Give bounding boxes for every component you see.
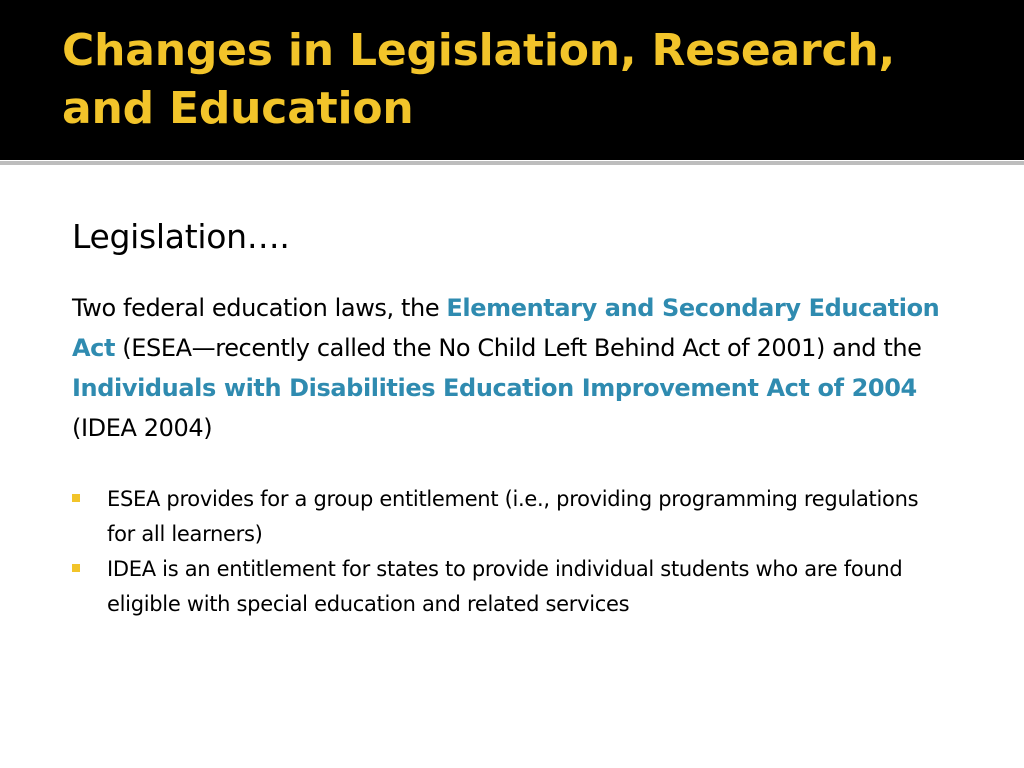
law-esea-name: Elementary and Secondary Education Act bbox=[72, 294, 940, 362]
square-bullet-icon bbox=[72, 494, 80, 502]
intro-text-3: (IDEA 2004) bbox=[72, 414, 213, 442]
square-bullet-icon bbox=[72, 564, 80, 572]
intro-text-2: (ESEA—recently called the No Child Left Behind Act of 2001) and the bbox=[115, 334, 922, 362]
bullet-list bbox=[72, 482, 952, 622]
slide-title: Changes in Legislation, Research, and Education bbox=[62, 25, 895, 134]
bullet-item-idea bbox=[72, 552, 952, 622]
section-heading: Legislation…. bbox=[72, 217, 290, 256]
bullet-item-esea bbox=[72, 482, 952, 552]
bullet-text: ESEA provides for a group entitlement (i.e., providing programming regulations for all learners) bbox=[107, 487, 919, 546]
title-divider bbox=[0, 161, 1024, 165]
title-bar bbox=[0, 0, 1024, 160]
law-idea-name: Individuals with Disabilities Education Improvement Act of 2004 bbox=[72, 374, 917, 402]
intro-text-1: Two federal education laws, the bbox=[72, 294, 447, 322]
intro-paragraph bbox=[72, 288, 972, 448]
slide-content bbox=[72, 212, 972, 622]
bullet-text: IDEA is an entitlement for states to provide individual students who are found eligible with special education and related services bbox=[107, 557, 903, 616]
